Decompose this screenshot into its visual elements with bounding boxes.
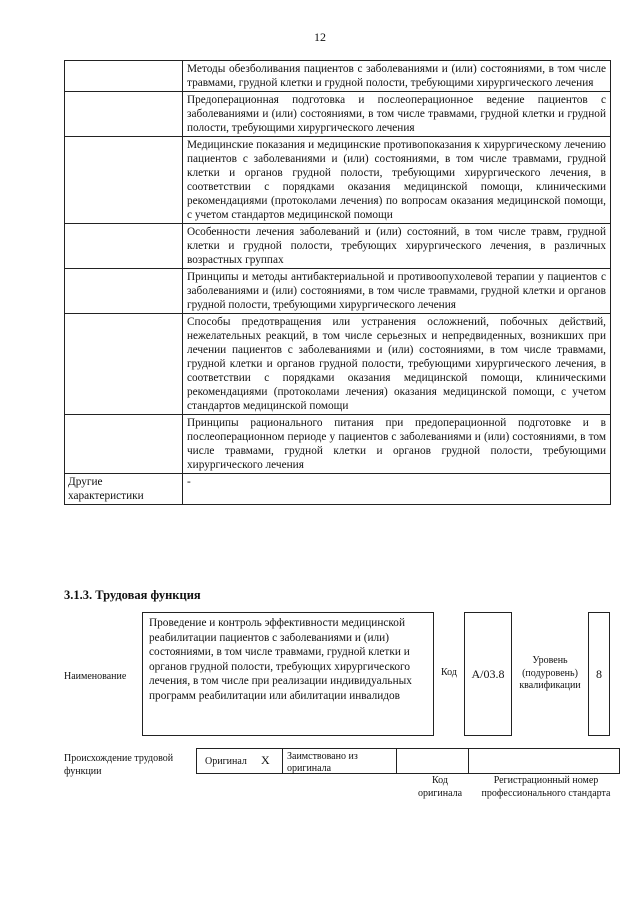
registration-number-cell — [469, 749, 619, 773]
row-label — [65, 61, 183, 92]
row-text: Методы обезболивания пациентов с заболеваниями и (или) состояниями, в том числе травмами, грудной клетки и грудной полости, требующими хирургического лечения — [183, 61, 611, 92]
row-text: - — [183, 474, 611, 505]
row-text: Способы предотвращения или устранения осложнений, побочных действий, нежелательных реакций, в том числе серьезных и непредвиденных, возникших при лечении пациентов с заболеваниями и (или) состояниями, в том числе травмами, грудной клетки и органов грудной полости, требующими хирургического лечения, в соответствии с порядками оказания медицинской помощи, клиническими рекомендациями (протоколами лечения) оказания медицинской помощи, с учетом стандартов медицинской помощи — [183, 314, 611, 415]
section-heading: 3.1.3. Трудовая функция — [64, 588, 201, 602]
table-row — [65, 415, 611, 474]
row-label: Другие характеристики — [65, 474, 183, 505]
row-label — [65, 314, 183, 415]
row-text: Принципы рационального питания при предоперационной подготовке и в послеоперационном периоде у пациентов с заболеваниями и (или) состояниями, в том числе травмами, грудной клетки и органов грудной полости, требующими хирургического лечения — [183, 415, 611, 474]
code-label: Код — [441, 667, 457, 678]
borrowed-cell — [283, 749, 397, 773]
table-row — [65, 474, 611, 505]
level-value: 8 — [596, 666, 602, 681]
level-label: Уровень (подуровень) квалификации — [519, 655, 581, 691]
original-code-cell — [397, 749, 469, 773]
row-label — [65, 224, 183, 269]
original-label: Оригинал — [205, 756, 247, 767]
code-box — [464, 612, 512, 736]
page-number: 12 — [314, 30, 326, 44]
row-text: Предоперационная подготовка и послеоперационное ведение пациентов с заболеваниями и (или) состояниями, в том числе травмами, грудной клетки и грудной полости, требующими хирургического лечения — [183, 92, 611, 137]
table-row — [65, 269, 611, 314]
row-text: Принципы и методы антибактериальной и противоопухолевой терапии у пациентов с заболеваниями и (или) состояниями, в том числе травмами, грудной клетки и органов грудной полости, требующими хирургического лечения — [183, 269, 611, 314]
original-mark: Х — [261, 753, 270, 767]
code-value: А/03.8 — [471, 666, 505, 681]
function-name-text: Проведение и контроль эффективности медицинской реабилитации пациентов с заболеваниями и (или) состояниями, в том числе травмами, грудной клетки и органов грудной полости, требующих хирургического лечения, в том числе при реализации индивидуальных программ реабилитации или абилитации инвалидов — [149, 617, 412, 702]
row-text: Особенности лечения заболеваний и (или) состояний, в том числе травм, грудной клетки и грудной полости, требующих хирургического лечения, в различных возрастных группах — [183, 224, 611, 269]
origin-row — [196, 748, 620, 774]
table-row — [65, 224, 611, 269]
borrowed-label: Заимствовано из оригинала — [287, 751, 358, 774]
original-cell — [197, 749, 283, 773]
row-label — [65, 415, 183, 474]
name-label: Наименование — [64, 671, 127, 682]
origin-label: Происхождение трудовой функции — [64, 753, 174, 777]
row-label — [65, 137, 183, 224]
table-row — [65, 314, 611, 415]
registration-number-caption: Регистрационный номер профессионального стандарта — [481, 775, 611, 799]
row-label — [65, 269, 183, 314]
requirements-table — [64, 60, 611, 505]
level-box — [588, 612, 610, 736]
row-label — [65, 92, 183, 137]
function-name-box — [142, 612, 434, 736]
table-row — [65, 137, 611, 224]
table-row — [65, 61, 611, 92]
table-row — [65, 92, 611, 137]
row-text: Медицинские показания и медицинские противопоказания к хирургическому лечению пациентов с заболеваниями и (или) состояниями, в том числе травмами, грудной клетки и органов грудной полости, требующими хирургического лечения, в соответствии с порядками оказания медицинской помощи, клиническими рекомендациями (протоколами лечения) по вопросам оказания медицинской помощи, с учетом стандартов медицинской помощи — [183, 137, 611, 224]
original-code-caption: Код оригинала — [417, 775, 463, 799]
